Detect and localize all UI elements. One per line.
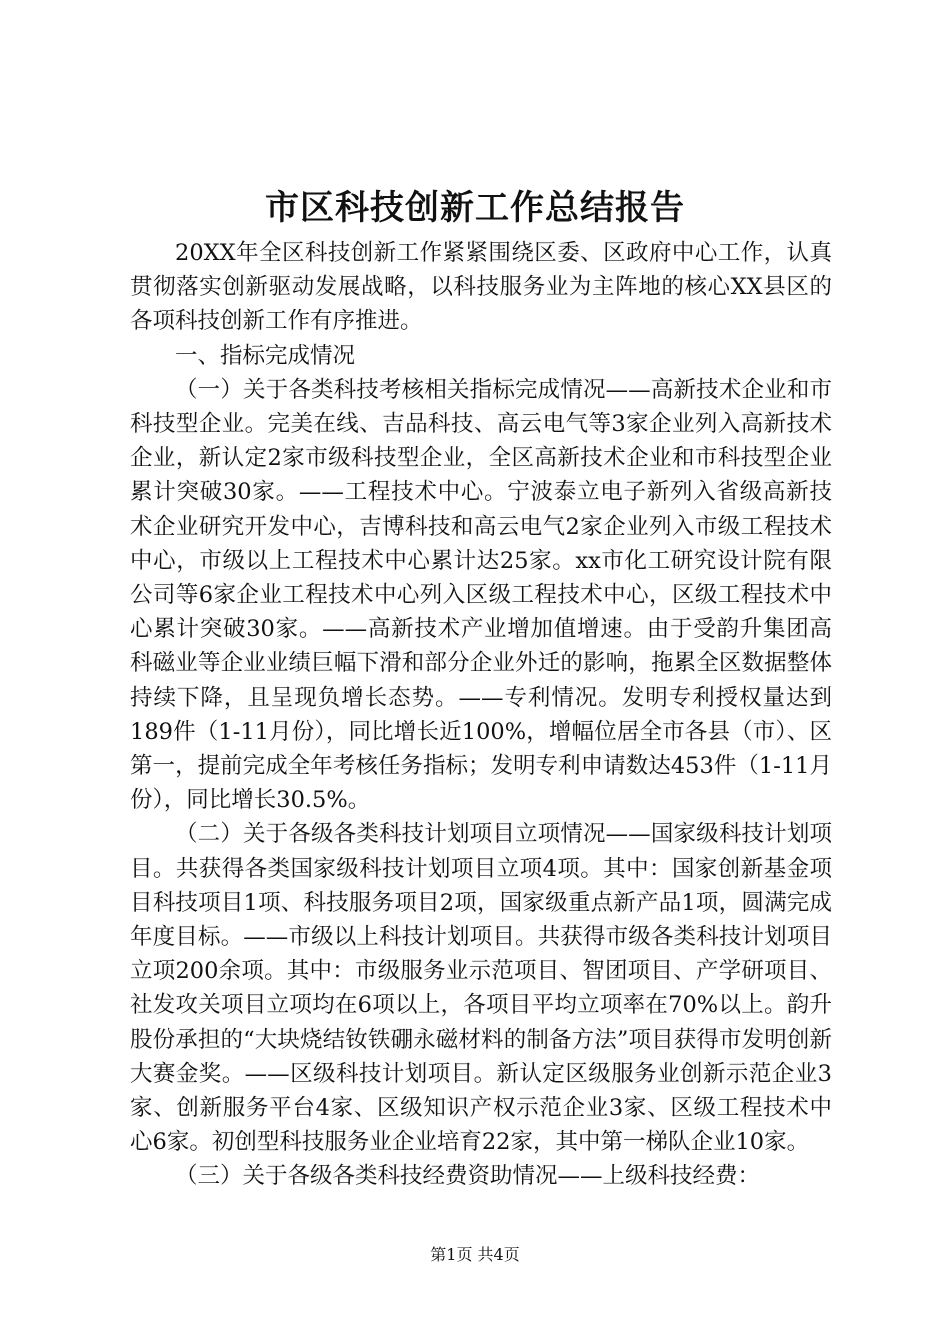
section-heading-indicators: 一、指标完成情况 [175, 342, 356, 369]
page-number-footer: 第1页 共4页 [430, 1245, 520, 1264]
paragraph-project-approvals: （二）关于各级各类科技计划项目立项情况——国家级科技计划项目。共获得各类国家级科技计划项目立项4项。其中：国家创新基金项目科技项目1项、科技服务项目2项，国家级重点新产品1项，圆满完成年度目标。——市级以上科技计划项目。共获得市级各类科技计划项目立项200余项。其中：市级服务业示范项目、智团项目、产学研项目、社发攻关项目立项均在6项以上，各项目平均立项率在70%以上。韵升股份承担的“大块烧结钕铁硼永磁材料的制备方法”项目获得市发明创新大赛金奖。——区级科技计划项目。新认定区级服务业创新示范企业3家、创新服务平台4家、区级知识产权示范企业3家、区级工程技术中心6家。初创型科技服务业企业培育22家，其中第一梯队企业10家。 [130, 821, 832, 1156]
paragraph-intro: 20XX年全区科技创新工作紧紧围绕区委、区政府中心工作，认真贯彻落实创新驱动发展战略，以科技服务业为主阵地的核心XX县区的各项科技创新工作有序推进。 [130, 240, 832, 335]
paragraph-funding: （三）关于各级各类科技经费资助情况——上级科技经费： [175, 1163, 761, 1190]
document-title: 市区科技创新工作总结报告 [265, 188, 685, 228]
paragraph-assessment-indicators: （一）关于各类科技考核相关指标完成情况——高新技术企业和市科技型企业。完美在线、吉品科技、高云电气等3家企业列入高新技术企业，新认定2家市级科技型企业，全区高新技术企业和市科技型企业累计突破30家。——工程技术中心。宁波泰立电子新列入省级高新技术企业研究开发中心，吉博科技和高云电气2家企业列入市级工程技术中心，市级以上工程技术中心累计达25家。xx市化工研究设计院有限公司等6家企业工程技术中心列入区级工程技术中心，区级工程技术中心累计突破30家。——高新技术产业增加值增速。由于受韵升集团高科磁业等企业业绩巨幅下滑和部分企业外迁的影响，拖累全区数据整体持续下降，且呈现负增长态势。——专利情况。发明专利授权量达到189件（1-11月份），同比增长近100%，增幅位居全市各县（市）、区第一，提前完成全年考核任务指标；发明专利申请数达453件（1-11月份），同比增长30.5%。 [130, 376, 832, 814]
document-body [130, 236, 832, 1194]
